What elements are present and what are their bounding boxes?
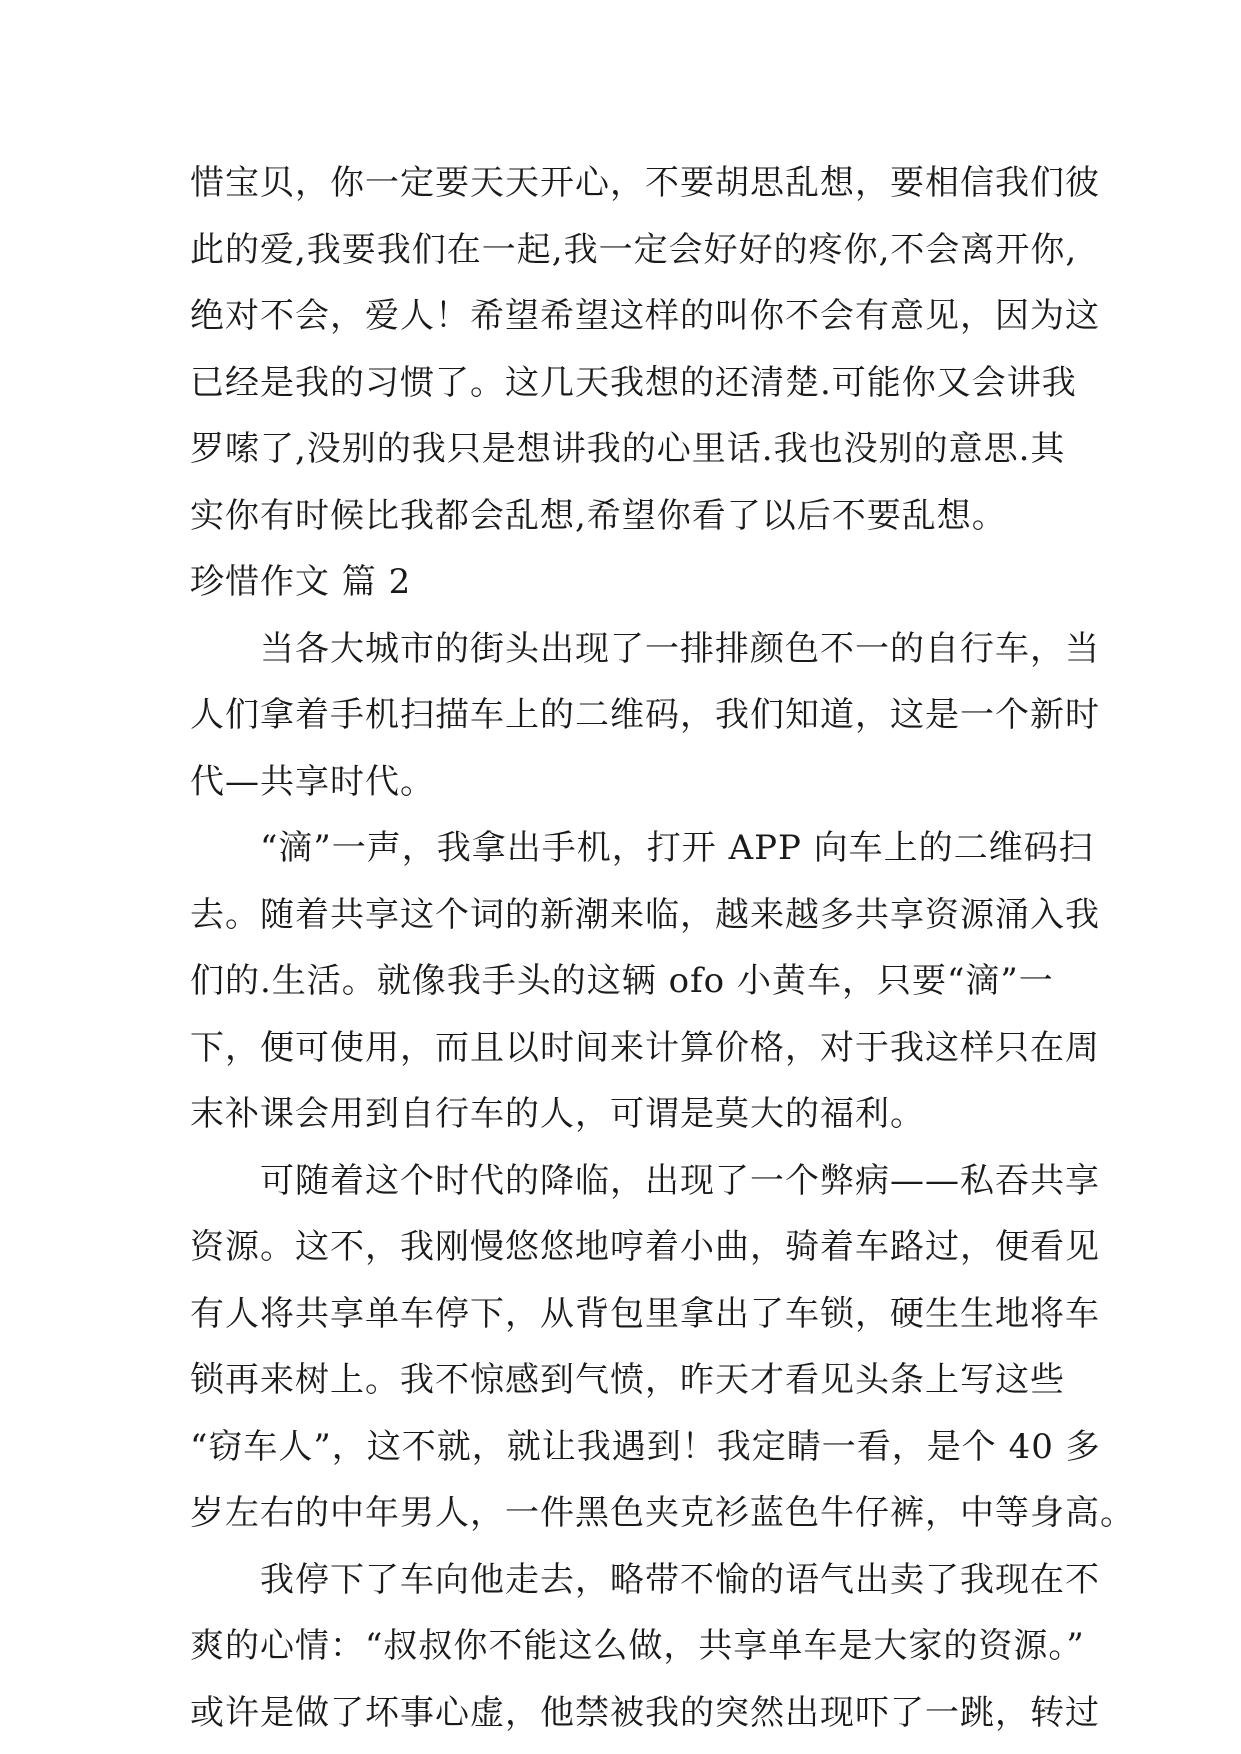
text-line: 岁左右的中年男人，一件黑色夹克衫蓝色牛仔裤，中等身高。 xyxy=(190,1493,1135,1533)
text-line: 已经是我的习惯了。这几天我想的还清楚.可能你又会讲我 xyxy=(190,362,1077,403)
text-line: 资源。这不，我刚慢悠悠地哼着小曲，骑着车路过，便看见 xyxy=(190,1227,1100,1267)
text-line: 去。随着共享这个词的新潮来临，越来越多共享资源涌入我 xyxy=(190,894,1100,935)
text-line: 绝对不会，爱人！希望希望这样的叫你不会有意见，因为这 xyxy=(190,296,1100,336)
section-heading: 珍惜作文 篇 2 xyxy=(190,562,412,602)
text-line: 代—共享时代。 xyxy=(190,761,435,802)
text-line: 爽的心情：“叔叔你不能这么做，共享单车是大家的资源。” xyxy=(190,1626,1085,1666)
text-line: 或许是做了坏事心虚，他禁被我的突然出现吓了一跳，转过 xyxy=(190,1692,1100,1733)
text-line: “滴”一声，我拿出手机，打开 APP 向车上的二维码扫 xyxy=(260,828,1094,868)
text-line: 末补课会用到自行车的人，可谓是莫大的福利。 xyxy=(190,1094,925,1134)
text-line: 可随着这个时代的降临，出现了一个弊病——私吞共享 xyxy=(260,1160,1100,1201)
text-line: 实你有时候比我都会乱想,希望你看了以后不要乱想。 xyxy=(190,495,1007,536)
text-line: 此的爱,我要我们在一起,我一定会好好的疼你,不会离开你, xyxy=(190,229,1078,270)
text-line: 当各大城市的街头出现了一排排颜色不一的自行车，当 xyxy=(260,628,1100,669)
text-line: 我停下了车向他走去，略带不愉的语气出卖了我现在不 xyxy=(260,1559,1100,1600)
text-line: 们的.生活。就像我手头的这辆 ofo 小黄车，只要“滴”一 xyxy=(190,961,1054,1001)
text-line: “窃车人”，这不就，就让我遇到！我定睛一看，是个 40 多 xyxy=(190,1426,1101,1467)
text-line: 下，便可使用，而且以时间来计算价格，对于我这样只在周 xyxy=(190,1027,1100,1068)
text-line: 惜宝贝，你一定要天天开心，不要胡思乱想，要相信我们彼 xyxy=(190,163,1100,203)
text-line: 有人将共享单车停下，从背包里拿出了车锁，硬生生地将车 xyxy=(190,1293,1100,1334)
text-line: 锁再来树上。我不惊感到气愤，昨天才看见头条上写这些 xyxy=(190,1360,1065,1400)
text-line: 罗嗦了,没别的我只是想讲我的心里话.我也没别的意思.其 xyxy=(190,429,1066,469)
document-body xyxy=(190,150,1135,1746)
text-line: 人们拿着手机扫描车上的二维码，我们知道，这是一个新时 xyxy=(190,695,1100,735)
